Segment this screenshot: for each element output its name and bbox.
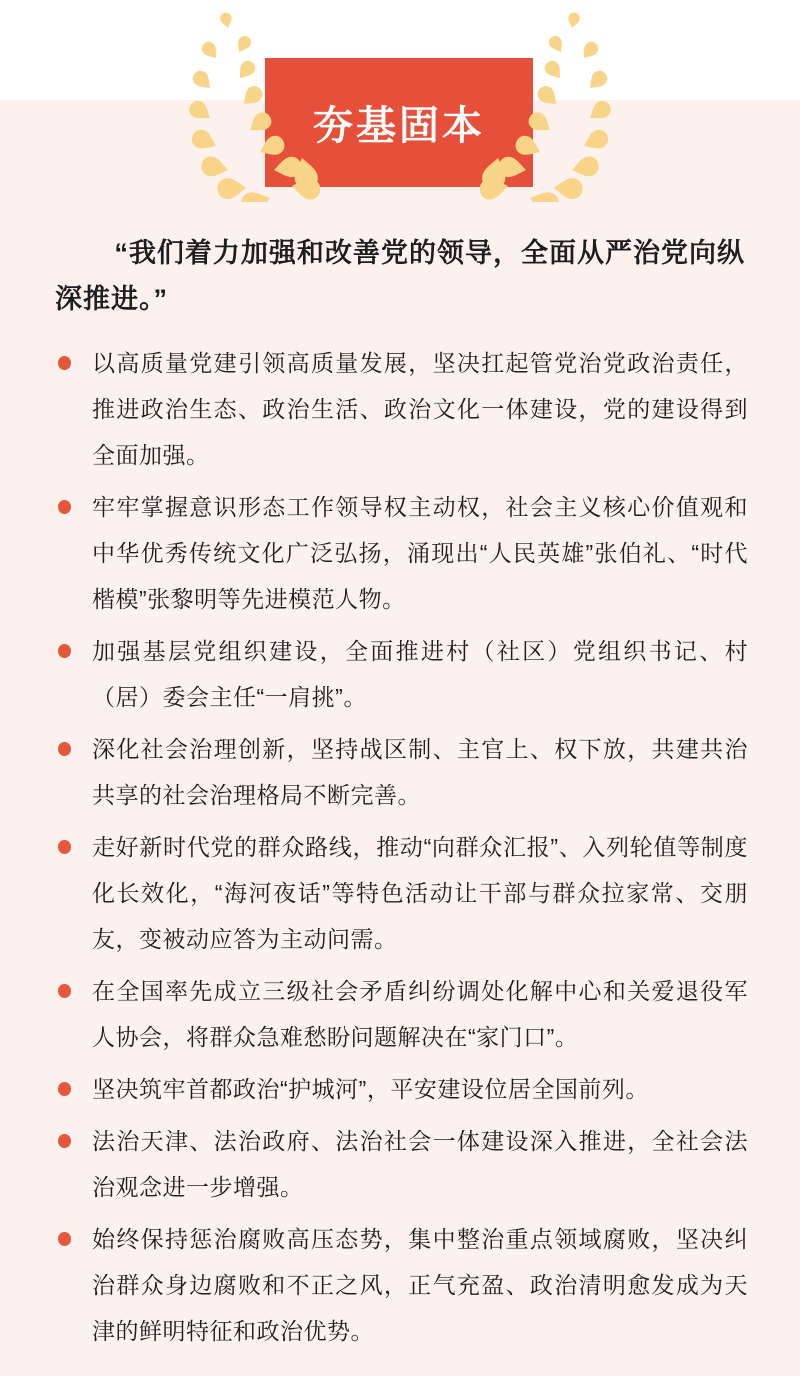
list-item [58,1216,748,1354]
bullet-icon [58,644,71,658]
list-item-text: 始终保持惩治腐败高压态势，集中整治重点领域腐败，坚决纠治群众身边腐败和不正之风，正气充盈、政治清明愈发成为天津的鲜明特征和政治优势。 [92,1226,748,1344]
list-item [58,484,748,622]
list-item [58,1118,748,1210]
list-item-text: 深化社会治理创新，坚持战区制、主官上、权下放，共建共治共享的社会治理格局不断完善。 [92,736,748,808]
list-item [58,726,748,818]
list-item [58,1066,748,1112]
bullet-icon [58,984,71,998]
list-item-text: 牢牢掌握意识形态工作领导权主动权，社会主义核心价值观和中华优秀传统文化广泛弘扬，涌现出“人民英雄”张伯礼、“时代楷模”张黎明等先进模范人物。 [92,494,748,612]
list-item-text: 加强基层党组织建设，全面推进村（社区）党组织书记、村（居）委会主任“一肩挑”。 [92,638,748,710]
bullet-icon [58,742,71,756]
list-item [58,824,748,962]
quote-text: “我们着力加强和改善党的领导，全面从严治党向纵深推进。” [55,238,745,314]
list-item [58,968,748,1060]
list-item-text: 法治天津、法治政府、法治社会一体建设深入推进，全社会法治观念进一步增强。 [92,1128,748,1200]
achievement-list [58,340,748,1354]
bullet-icon [58,840,71,854]
list-item [58,628,748,720]
list-item-text: 在全国率先成立三级社会矛盾纠纷调处化解中心和关爱退役军人协会，将群众急难愁盼问题解决在“家门口”。 [92,978,748,1050]
list-item-text: 坚决筑牢首都政治“护城河”，平安建设位居全国前列。 [92,1076,649,1102]
bullet-icon [58,1082,71,1096]
list-item [58,340,748,478]
list-item-text: 走好新时代党的群众路线，推动“向群众汇报”、入列轮值等制度化长效化，“海河夜话”等特色活动让干部与群众拉家常、交朋友，变被动应答为主动问需。 [92,834,748,952]
page-title: 夯基固本 [313,104,485,148]
list-item-text: 以高质量党建引领高质量发展，坚决扛起管党治党政治责任，推进政治生态、政治生活、政治文化一体建设，党的建设得到全面加强。 [92,350,748,468]
bullet-icon [58,1134,71,1148]
bullet-icon [58,1232,71,1246]
bullet-icon [58,356,71,370]
bullet-icon [58,500,71,514]
